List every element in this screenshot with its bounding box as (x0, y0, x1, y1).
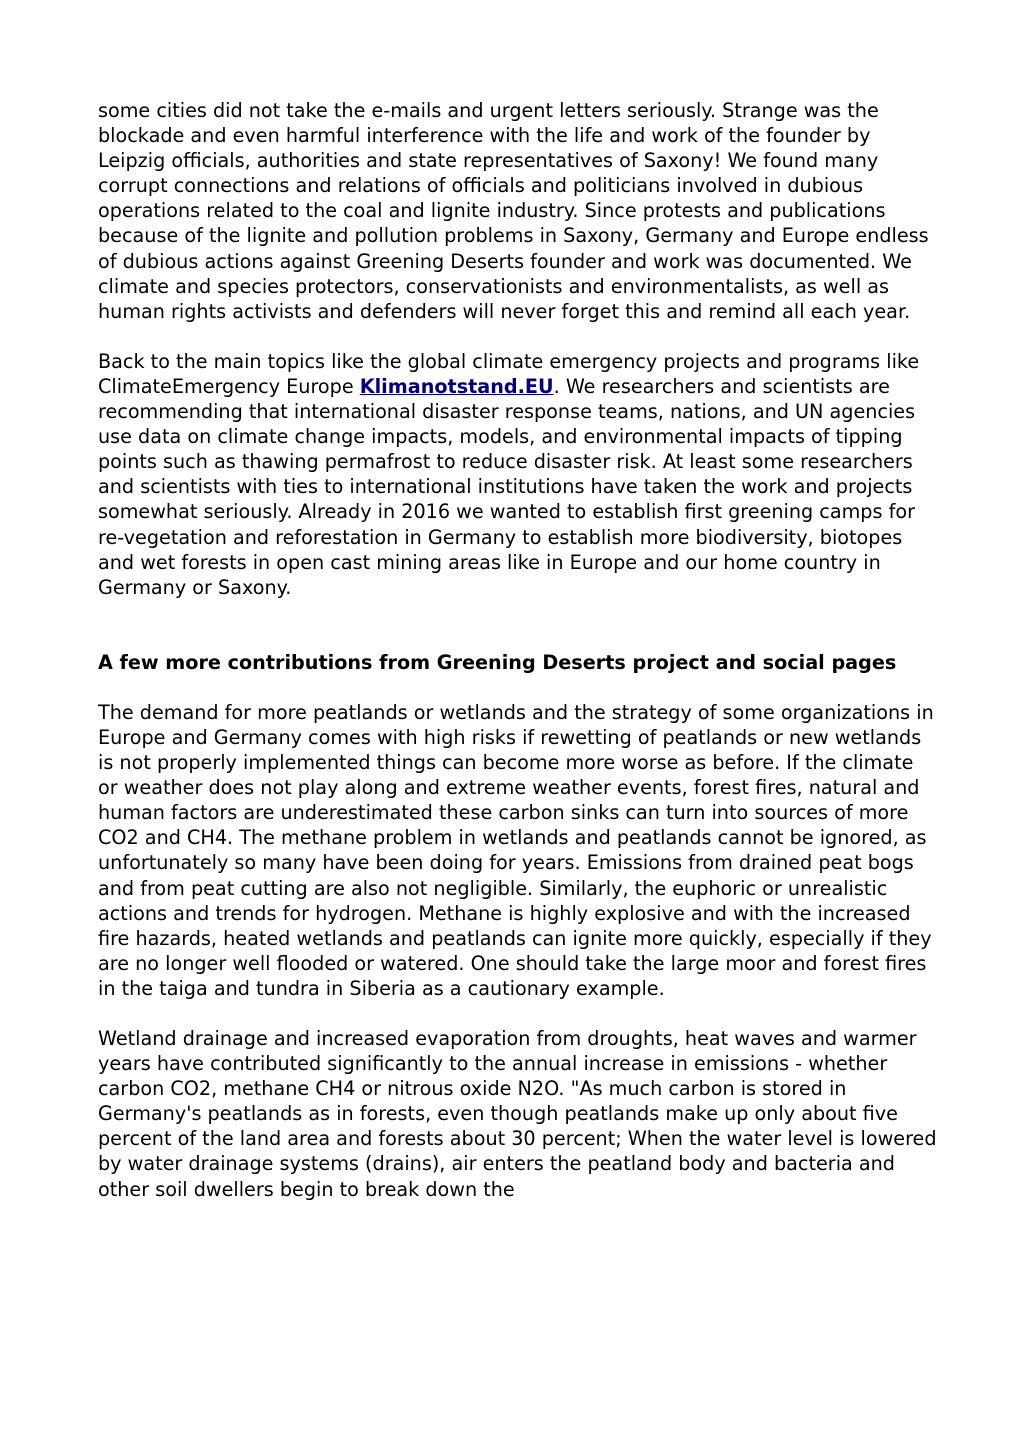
body-paragraph: Wetland drainage and increased evaporation from droughts, heat waves and warmer years have contributed significantly to the annual increase in emissions - whether carbon CO2, methane CH4 or nitrous oxide N2O. "As much carbon is stored in Germany's peatlands as in forests, even though peatlands make up only about five percent of the land area and forests about 30 percent; When the water level is lowered by water drainage systems (drains), air enters the peatland body and bacteria and other soil dwellers begin to break down the (98, 1027, 937, 1201)
section-heading: A few more contributions from Greening Deserts project and social pages (98, 650, 897, 674)
body-paragraph: The demand for more peatlands or wetlands and the strategy of some organizations in Europe and Germany comes with high risks if rewetting of peatlands or new wetlands is not properly implemented things can become more worse as before. If the climate or weather does not play along and extreme weather events, forest fires, natural and human factors are underestimated these carbon sinks can turn into sources of more CO2 and CH4. The methane problem in wetlands and peatlands cannot be ignored, as unfortunately so many have been doing for years. Emissions from drained peat bogs and from peat cutting are also not negligible. Similarly, the euphoric or unrealistic actions and trends for hydrogen. Methane is highly explosive and with the increased fire hazards, heated wetlands and peatlands can ignite more quickly, especially if they are no longer well flooded or watered. One should take the large moor and forest fires in the taiga and tundra in Siberia as a cautionary example. (98, 700, 934, 1000)
document-page (98, 98, 938, 1227)
paragraph-text-before-link: Back to the main topics like the global climate emergency projects and programs like ClimateEmergency Europe (98, 349, 920, 398)
paragraph-text-after-link: . We researchers and scientists are recommending that international disaster response teams, nations, and UN agencies use data on climate change impacts, models, and environmental impacts of tipping points such as thawing permafrost to reduce disaster risk. At least some researchers and scientists with ties to international institutions have taken the work and projects somewhat seriously. Already in 2016 we wanted to establish first greening camps for re-vegetation and reforestation in Germany to establish more biodiversity, biotopes and wet forests in open cast mining areas like in Europe and our home country in Germany or Saxony. (98, 374, 916, 599)
body-paragraph: some cities did not take the e-mails and urgent letters seriously. Strange was the blockade and even harmful interference with the life and work of the founder by Leipzig officials, authorities and state representatives of Saxony! We found many corrupt connections and relations of officials and politicians involved in dubious operations related to the coal and lignite industry. Since protests and publications because of the lignite and pollution problems in Saxony, Germany and Europe endless of dubious actions against Greening Deserts founder and work was documented. We climate and species protectors, conservationists and environmentalists, as well as human rights activists and defenders will never forget this and remind all each year. (98, 99, 929, 323)
klimanotstand-link[interactable]: Klimanotstand.EU (359, 374, 554, 398)
body-paragraph-with-link (98, 349, 938, 600)
